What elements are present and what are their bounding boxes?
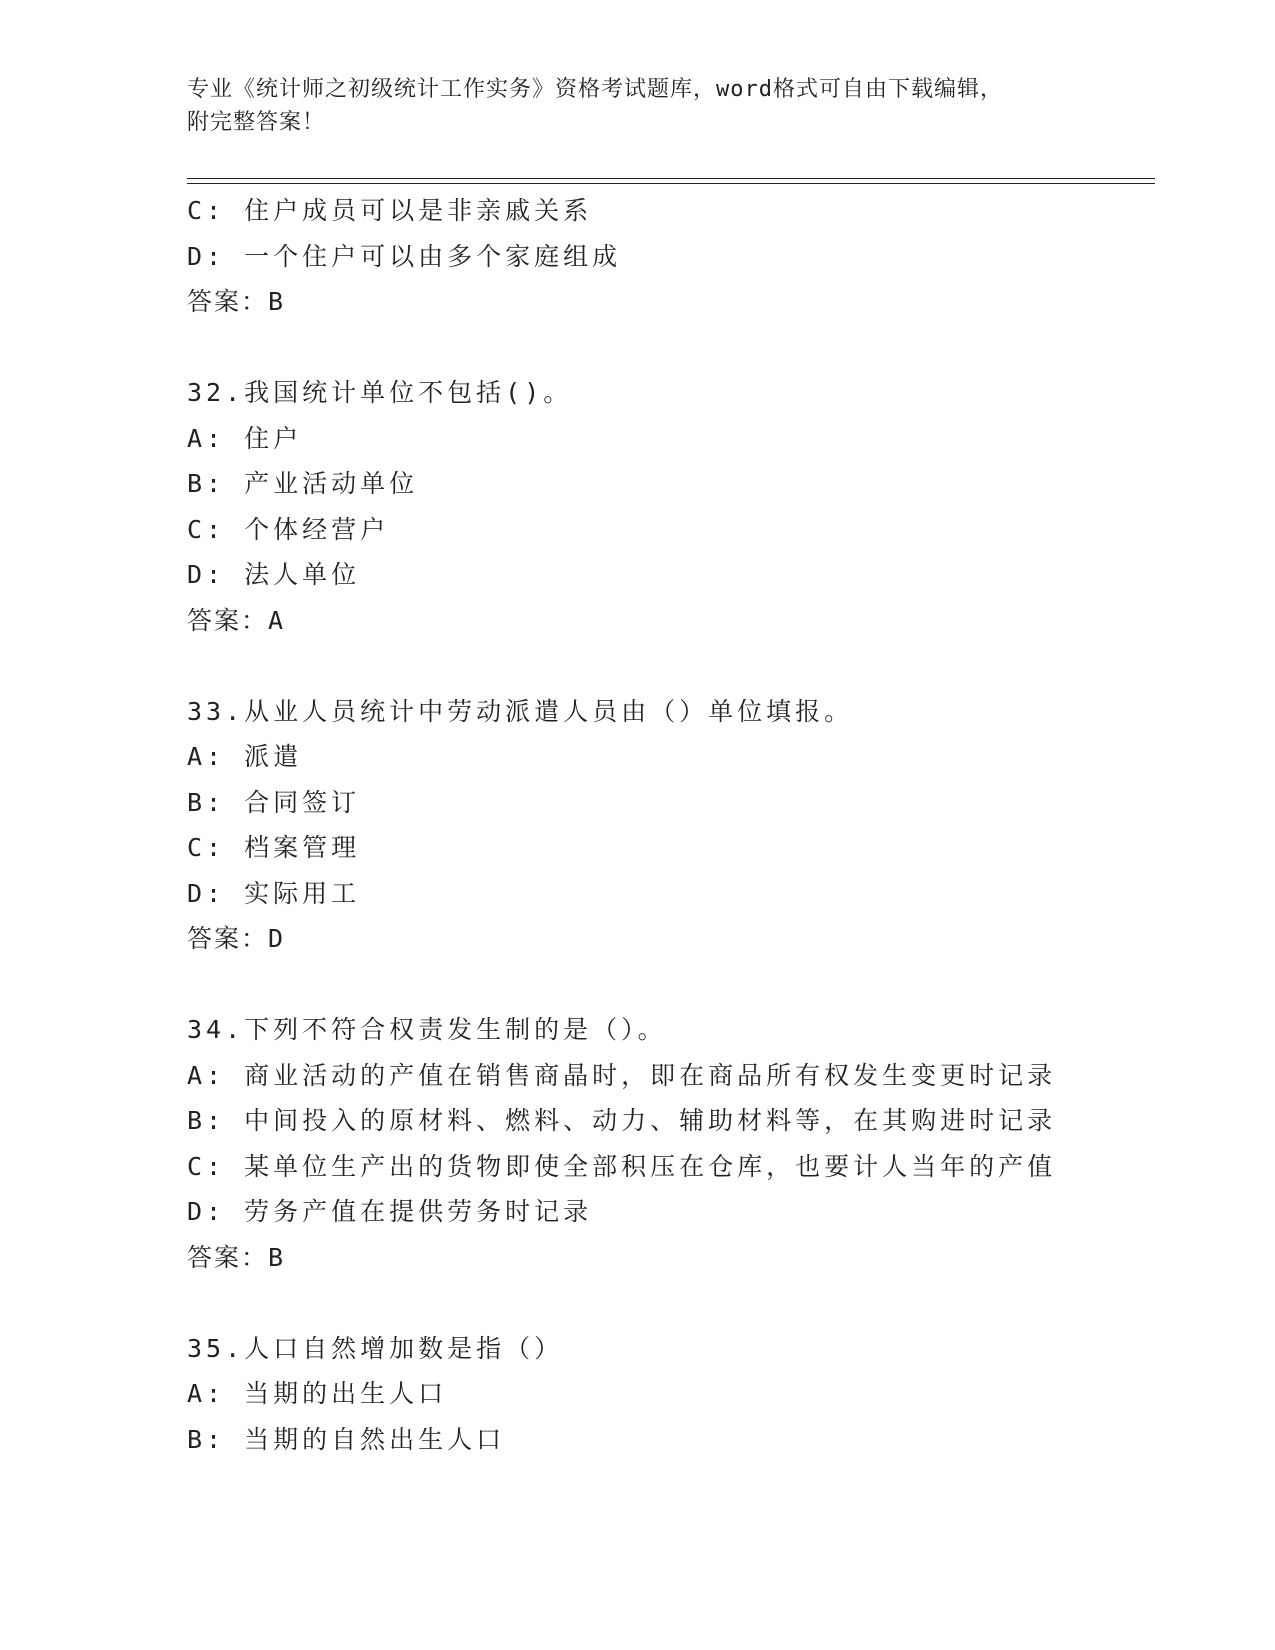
question-stem: 33.从业人员统计中劳动派遣人员由（）单位填报。 <box>187 696 854 726</box>
spacer <box>187 1280 1155 1326</box>
question-stem: 34.下列不符合权责发生制的是（）。 <box>187 1015 667 1044</box>
option-b: B: 当期的自然出生人口 <box>187 1424 506 1454</box>
spacer <box>187 325 1155 371</box>
option-b: B: 中间投入的原材料、燃料、动力、辅助材料等，在其购进时记录 <box>187 1106 1057 1135</box>
option-c: C: 住户成员可以是非亲戚关系 <box>187 196 593 225</box>
header-divider-top <box>187 178 1155 179</box>
question-stem: 35.人口自然增加数是指（） <box>187 1333 564 1363</box>
option-d: D: 一个住户可以由多个家庭组成 <box>187 241 622 271</box>
option-a: A: 住户 <box>187 423 303 453</box>
question-stem: 32.我国统计单位不包括()。 <box>187 378 573 407</box>
option-c: C: 档案管理 <box>187 833 361 862</box>
answer: 答案：B <box>187 1242 286 1272</box>
option-a: A: 商业活动的产值在销售商晶时，即在商品所有权发生变更时记录 <box>187 1060 1057 1090</box>
question-31-continued <box>187 188 1155 325</box>
option-b: B: 合同签订 <box>187 787 361 817</box>
question-32 <box>187 370 1155 643</box>
question-list <box>187 188 1155 1462</box>
header-line-2: 附完整答案！ <box>187 110 326 135</box>
option-a: A: 当期的出生人口 <box>187 1379 448 1408</box>
option-c: C: 个体经营户 <box>187 514 390 544</box>
option-d: D: 劳务产值在提供劳务时记录 <box>187 1197 593 1226</box>
question-34 <box>187 1007 1155 1280</box>
document-header <box>187 73 1087 139</box>
answer: 答案：D <box>187 924 286 953</box>
answer: 答案：A <box>187 605 286 635</box>
option-d: D: 法人单位 <box>187 560 361 589</box>
question-33 <box>187 689 1155 962</box>
option-a: A: 派遣 <box>187 742 303 771</box>
option-b: B: 产业活动单位 <box>187 469 419 498</box>
header-line-1: 专业《统计师之初级统计工作实务》资格考试题库，word格式可自由下载编辑， <box>187 77 1003 102</box>
spacer <box>187 643 1155 689</box>
question-35 <box>187 1326 1155 1463</box>
header-divider-bottom <box>187 183 1155 184</box>
option-c: C: 某单位生产出的货物即使全部积压在仓库，也要计人当年的产值 <box>187 1151 1057 1181</box>
option-d: D: 实际用工 <box>187 878 361 908</box>
answer: 答案：B <box>187 287 286 316</box>
spacer <box>187 962 1155 1008</box>
